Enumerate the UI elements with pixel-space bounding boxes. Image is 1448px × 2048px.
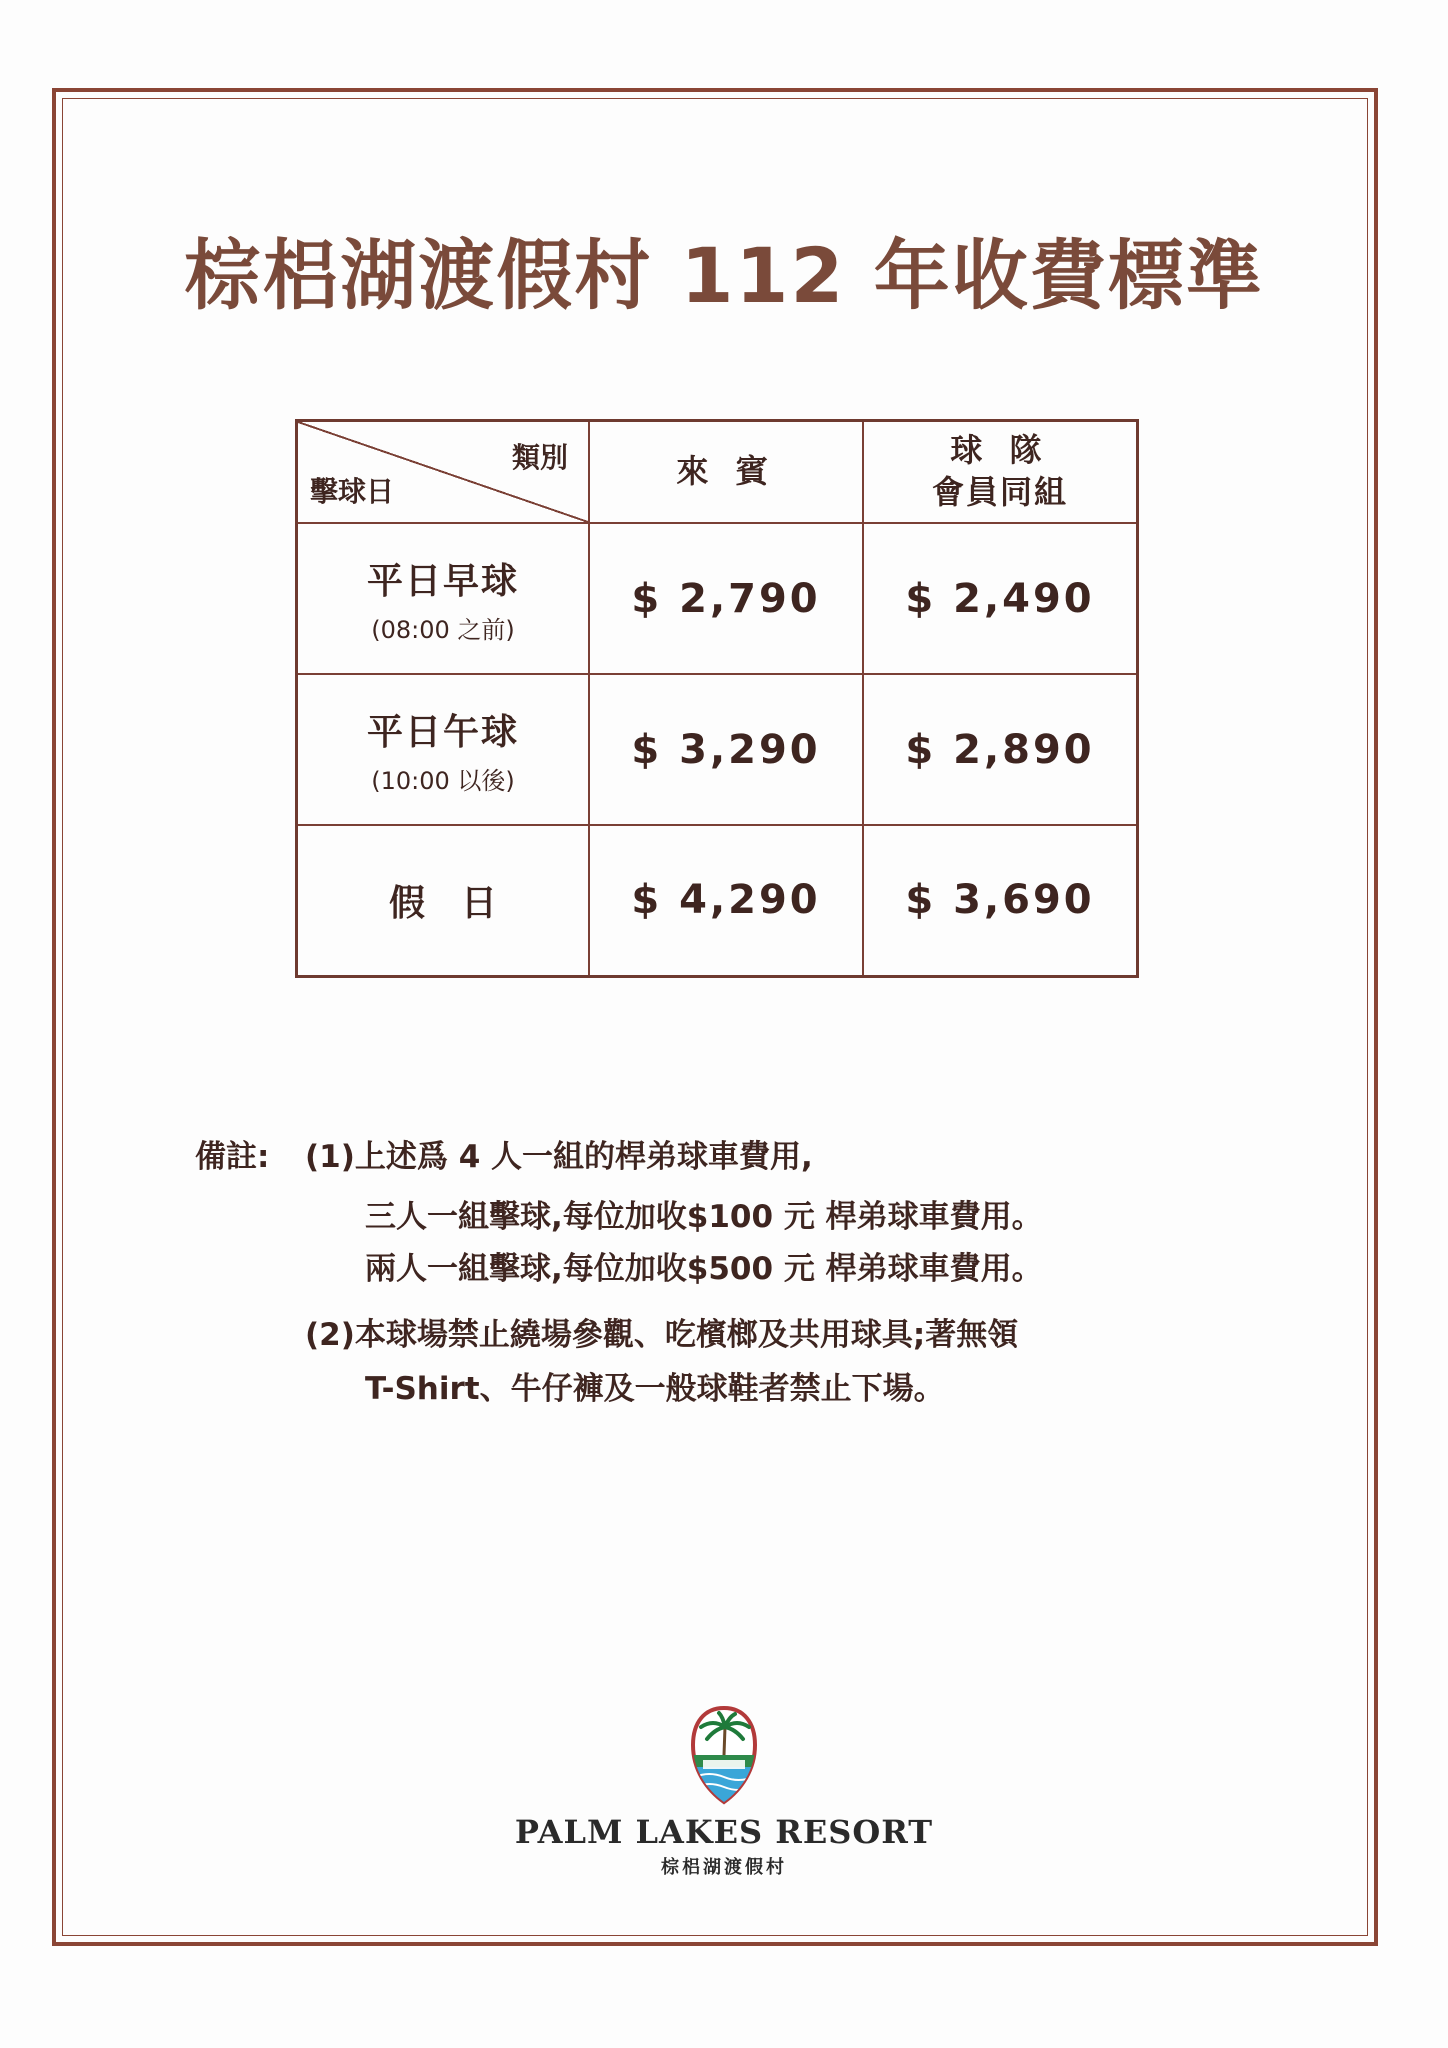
guest-price-cell: $ 2,790 (589, 523, 863, 674)
notes-label: 備註: (195, 1139, 270, 1175)
guest-price-cell: $ 3,290 (589, 674, 863, 825)
table-row (297, 523, 1138, 674)
team-price-cell: $ 2,490 (863, 523, 1138, 674)
guest-column-header: 來 賓 (589, 421, 863, 524)
note-2-line-1: (2)本球場禁止繞場參觀、吃檳榔及共用球具;著無領 (305, 1317, 1019, 1353)
inner-frame (62, 98, 1368, 1936)
table-row (297, 674, 1138, 825)
play-day-label: 擊球日 (310, 475, 395, 508)
table-header-row (297, 421, 1138, 524)
resort-logo (0, 1705, 1448, 1879)
page-title: 棕梠湖渡假村 112 年收費標準 (184, 231, 1264, 320)
table-row (297, 825, 1138, 976)
row-label-cell: 平日早球 (08:00 之前) (297, 523, 590, 674)
note-2-line-2: T-Shirt、牛仔褲及一般球鞋者禁止下場。 (365, 1371, 945, 1407)
row-label-cell: 平日午球 (10:00 以後) (297, 674, 590, 825)
fee-table (295, 419, 1139, 978)
palm-tree-seal-icon (689, 1705, 759, 1805)
guest-price-cell: $ 4,290 (589, 825, 863, 976)
team-column-header: 球 隊 會員同組 (863, 421, 1138, 524)
note-1-line-1: (1)上述爲 4 人一組的桿弟球車費用, (305, 1139, 813, 1175)
resort-name-chinese: 棕梠湖渡假村 (661, 1857, 787, 1878)
row-label-cell: 假日 (297, 825, 590, 976)
team-price-cell: $ 2,890 (863, 674, 1138, 825)
corner-header-cell (297, 421, 590, 524)
note-1-line-2: 三人一組擊球,每位加收$100 元 桿弟球車費用。 (365, 1199, 1043, 1235)
team-price-cell: $ 3,690 (863, 825, 1138, 976)
note-1-line-3: 兩人一組擊球,每位加收$500 元 桿弟球車費用。 (365, 1251, 1043, 1287)
category-label: 類別 (511, 441, 568, 474)
resort-name: PALM LAKES RESORT (514, 1813, 934, 1851)
